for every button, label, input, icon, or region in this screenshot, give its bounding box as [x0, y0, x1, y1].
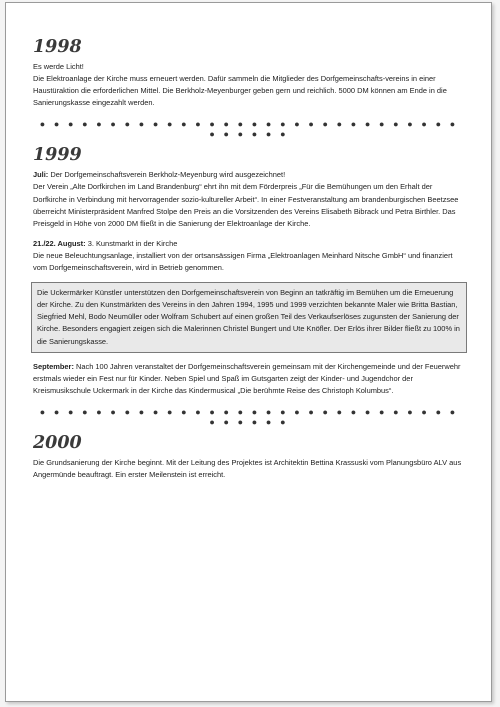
juli-heading [33, 169, 465, 181]
paragraph-august: Die neue Beleuchtungsanlage, installiert von der ortsansässigen Firma „Elektroanlagen Meinhard Nitsche GmbH“ und finanziert vom Dorfgemeinschaftsverein, wird in Betrieb genommen. [33, 250, 453, 273]
paragraph-2000: Die Grundsanierung der Kirche beginnt. Mit der Leitung des Projektes ist Architektin Bettina Krassuski vom Planungsbüro ALV aus Angermünde beauftragt. Ein erster Meilenstein ist erreicht. [33, 457, 462, 479]
juli-label: Juli: [33, 170, 49, 180]
highlight-box [31, 282, 467, 352]
year-heading-1998: 1998 [33, 37, 82, 57]
highlight-box-text: Die Uckermärker Künstler unterstützen den Dorfgemeinschaftsverein von Beginn an tatkräftig im Bemühen um die Erneuerung der Kirche. Zu den Kunstmärkten des Vereins in den Jahren 1994, 1995 und 1999 verzichten bekannte Maler wie Britta Bastian, Siegfried Mehl, Bodo Neumüller oder Wolfram Schubert auf einen großen Teil des Verkaufserlöses zugunsten der Sanierung der Kirche. Besonders engagiert zeigen sich die Malerinnen Christel Bungert und Ute Knöfler. Der Erlös ihrer Bilder fließt zu 100% in die Sanierungskasse. [37, 288, 460, 346]
dot-separator-2: ● ● ● ● ● ● ● ● ● ● ● ● ● ● ● ● ● ● ● ● ● ● ● ● ● ● ● ● ● ● ● ● ● ● ● ● [39, 406, 459, 427]
august-heading [33, 238, 465, 250]
september-text: Nach 100 Jahren veranstaltet der Dorfgemeinschaftsverein gemeinsam mit der Kirchengemeinde und der Feuerwehr erstmals wieder ein Fest nur für Kinder. Neben Spiel und Spaß im Gutsgarten zeigt der Kinder- und Jugendchor der Kreismusikschule Uckermark in der Kirche das Kindermusical „Die berühmte Reise des Christoph Kolumbus“. [33, 361, 461, 395]
august-label: 21./22. August: [33, 238, 86, 248]
september-label: September: [33, 361, 74, 371]
document-page [5, 2, 492, 702]
section-title-1998: Es werde Licht! [33, 62, 84, 71]
year-heading-2000: 2000 [33, 432, 82, 453]
year-heading-1999: 1999 [33, 145, 82, 166]
paragraph-september [33, 361, 465, 397]
page-content [33, 37, 465, 481]
dot-separator: ● ● ● ● ● ● ● ● ● ● ● ● ● ● ● ● ● ● ● ● ● ● ● ● ● ● ● ● ● ● ● ● ● ● ● ● [39, 119, 459, 140]
paragraph-1998: Die Elektroanlage der Kirche muss erneuert werden. Dafür sammeln die Mitglieder des Dorfgemeinschafts-vereins in einer Haustüraktion die erforderlichen Mittel. Die Berkholz-Meyenburger geben gern und reichlich. 5000 DM können am Ende in die Sanierungskasse eingezahlt werden. [33, 74, 447, 108]
august-title: 3. Kunstmarkt in der Kirche [85, 238, 178, 248]
juli-title: Der Dorfgemeinschaftsverein Berkholz-Meyenburg wird ausgezeichnet! [48, 170, 286, 180]
paragraph-juli: Der Verein „Alte Dorfkirchen im Land Brandenburg“ ehrt ihn mit dem Förderpreis „Für die Bemühungen um den Erhalt der Dorfkirche in Verbindung mit hervorragender sozio-kultureller Arbeit“. In einer Festveranstaltung am brandenburgischen Beetzsee überreicht Ministerpräsident Manfred Stolpe den Preis an die Vorsitzenden des Vereins Elisabeth Bibrack und Petra Birthler. Das Preisgeld in Höhe von 2000 DM fließt in die Sanierung der Elektroanlage der Kirche. [33, 182, 459, 228]
